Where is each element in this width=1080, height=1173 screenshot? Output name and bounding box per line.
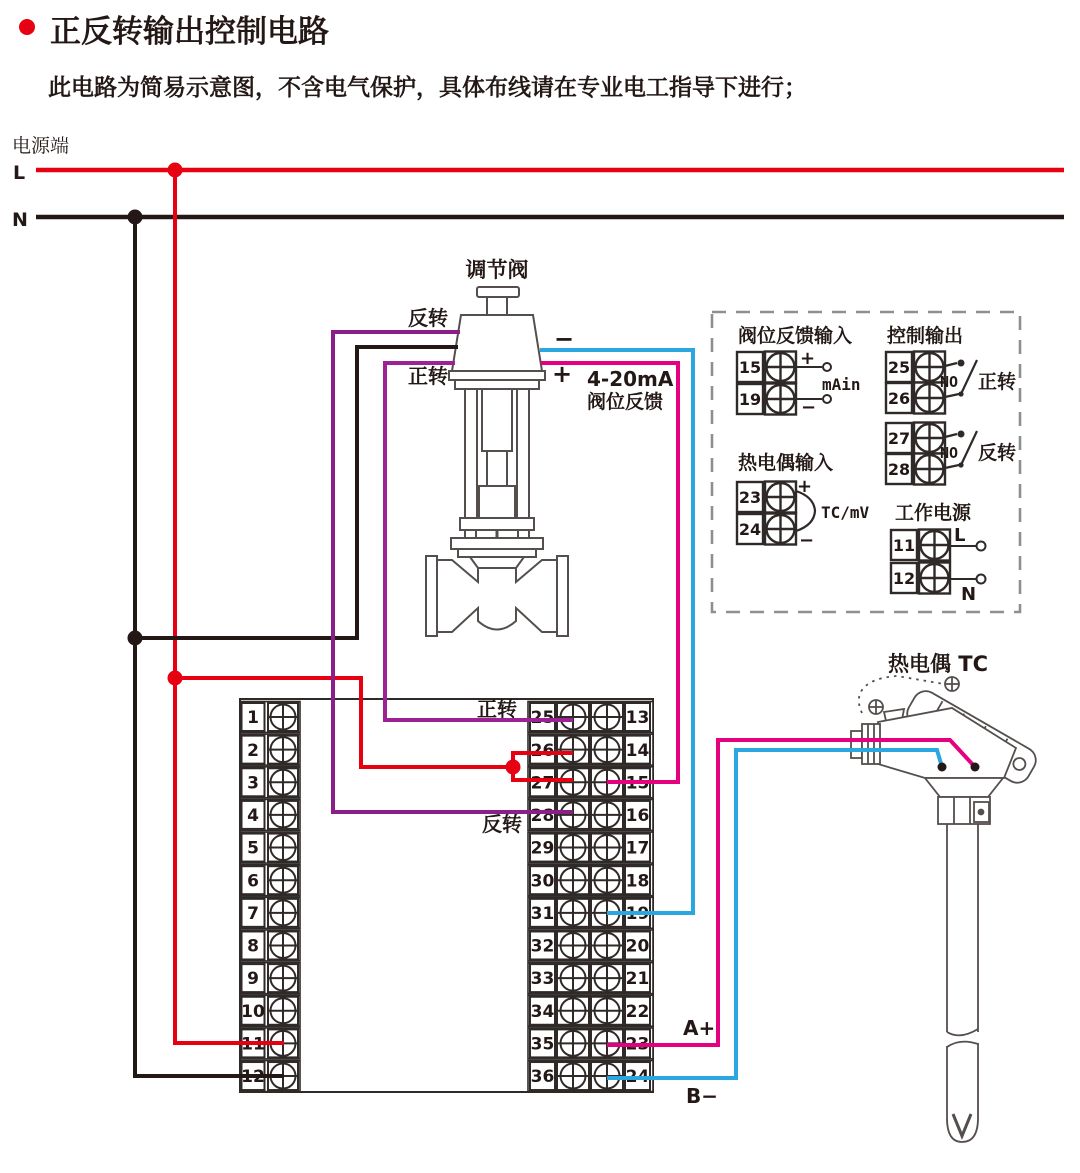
tc-input-title: 热电偶输入 xyxy=(738,452,834,474)
svg-text:26: 26 xyxy=(530,740,555,761)
svg-text:20: 20 xyxy=(625,936,650,957)
junction-live-top xyxy=(168,163,183,178)
mini-terminal-row xyxy=(891,563,950,594)
svg-text:15: 15 xyxy=(625,773,650,794)
power-terminal-label: 电源端 xyxy=(12,135,70,157)
svg-text:23: 23 xyxy=(738,487,762,507)
svg-text:5: 5 xyxy=(247,838,259,859)
svg-text:35: 35 xyxy=(530,1034,555,1055)
mini-terminal-row xyxy=(891,530,950,561)
terminal-row xyxy=(240,995,300,1026)
svg-text:14: 14 xyxy=(625,740,650,761)
no2-contact-label: NO xyxy=(940,444,959,462)
block-forward-label: 正转 xyxy=(477,697,517,721)
svg-text:6: 6 xyxy=(247,871,259,892)
svg-text:13: 13 xyxy=(625,708,650,729)
valve-feedback-range: 4-20mA xyxy=(587,367,674,391)
valve-feedback-input-title: 阀位反馈输入 xyxy=(738,325,853,347)
tc-terminal-minus-dot xyxy=(938,763,947,772)
tc-terminal-plus-dot xyxy=(971,763,980,772)
svg-text:30: 30 xyxy=(530,871,555,892)
svg-text:27: 27 xyxy=(530,773,555,794)
junction-live-branch xyxy=(168,671,183,686)
svg-text:21: 21 xyxy=(625,969,650,990)
terminal-row xyxy=(528,734,653,765)
terminal-row xyxy=(240,799,300,830)
svg-text:25: 25 xyxy=(887,357,911,377)
svg-text:31: 31 xyxy=(530,903,555,924)
svg-text:19: 19 xyxy=(625,903,650,924)
power-l-label: L xyxy=(954,525,966,546)
power-l-terminal-icon xyxy=(977,542,986,551)
main-plus: + xyxy=(800,348,816,369)
mini-terminal-row xyxy=(737,514,796,545)
terminal-row xyxy=(528,930,653,961)
mini-terminal-row xyxy=(886,383,945,414)
junction-neutral-top xyxy=(128,210,143,225)
no1-function-label: 正转 xyxy=(978,371,1017,393)
page-title: 正反转输出控制电路 xyxy=(50,14,329,50)
svg-text:28: 28 xyxy=(887,459,911,479)
svg-text:19: 19 xyxy=(738,389,762,409)
page-subtitle: 此电路为简易示意图，不含电气保护，具体布线请在专业电工指导下进行； xyxy=(48,75,807,101)
svg-text:10: 10 xyxy=(241,1001,265,1022)
svg-text:4: 4 xyxy=(247,806,259,827)
power-n-terminal-icon xyxy=(977,575,986,584)
svg-text:23: 23 xyxy=(625,1034,650,1055)
svg-text:34: 34 xyxy=(530,1001,555,1022)
terminal-row xyxy=(240,832,300,863)
line-n-label: N xyxy=(12,209,28,231)
tc-minus: − xyxy=(799,530,815,551)
svg-text:28: 28 xyxy=(530,806,555,827)
valve-minus-label: − xyxy=(554,325,575,353)
tc-plus: + xyxy=(797,476,813,497)
svg-text:9: 9 xyxy=(247,969,259,990)
valve-title: 调节阀 xyxy=(465,258,529,282)
svg-text:12: 12 xyxy=(892,568,916,588)
terminal-row xyxy=(528,865,653,896)
terminal-row xyxy=(240,897,300,928)
terminal-row xyxy=(240,865,300,896)
valve-reverse-label: 反转 xyxy=(408,306,448,330)
junction-live-relay xyxy=(506,760,521,775)
control-output-title: 控制输出 xyxy=(887,325,964,347)
mini-terminal-row xyxy=(886,423,945,454)
svg-text:25: 25 xyxy=(530,708,555,729)
terminal-row xyxy=(528,702,653,733)
svg-text:2: 2 xyxy=(247,740,259,761)
terminal-row xyxy=(240,767,300,798)
terminal-row xyxy=(240,702,300,733)
svg-text:27: 27 xyxy=(887,428,911,448)
mini-terminal-row xyxy=(737,352,796,383)
no2-fixed-contact-icon xyxy=(958,431,965,438)
terminal-row xyxy=(240,734,300,765)
mini-terminal-row xyxy=(737,482,796,513)
svg-text:29: 29 xyxy=(530,838,555,859)
valve-plus-label: + xyxy=(552,360,573,388)
terminal-row xyxy=(528,799,653,830)
junction-neutral-branch xyxy=(128,631,143,646)
terminal-row xyxy=(528,832,653,863)
svg-text:16: 16 xyxy=(625,806,650,827)
svg-text:11: 11 xyxy=(892,535,916,555)
svg-text:7: 7 xyxy=(247,903,259,924)
no1-fixed-contact-icon xyxy=(958,360,965,367)
b-minus-label: B− xyxy=(686,1084,719,1108)
no2-function-label: 反转 xyxy=(978,442,1017,464)
thermocouple-title: 热电偶 TC xyxy=(888,652,989,676)
mini-terminal-row xyxy=(886,454,945,485)
svg-text:18: 18 xyxy=(625,871,650,892)
svg-text:24: 24 xyxy=(738,519,762,539)
mAin-minus: − xyxy=(801,397,817,418)
svg-text:15: 15 xyxy=(738,357,762,377)
svg-text:11: 11 xyxy=(241,1034,265,1055)
terminal-row xyxy=(240,963,300,994)
svg-text:12: 12 xyxy=(241,1067,265,1088)
power-n-label: N xyxy=(961,584,977,605)
terminal-row xyxy=(528,963,653,994)
svg-text:33: 33 xyxy=(530,969,555,990)
tc-signal-label: TC/mV xyxy=(821,503,870,522)
mAin-minus-terminal-icon xyxy=(823,395,831,403)
terminal-row xyxy=(240,930,300,961)
mini-terminal-row xyxy=(886,352,945,383)
no1-contact-label: NO xyxy=(940,373,959,391)
line-l-label: L xyxy=(13,162,26,184)
mAin-plus-terminal-icon xyxy=(823,363,831,371)
svg-text:22: 22 xyxy=(625,1001,650,1022)
valve-feedback-text: 阀位反馈 xyxy=(587,391,664,413)
bullet-icon xyxy=(19,19,35,35)
mini-terminal-row xyxy=(737,384,796,415)
block-reverse-label: 反转 xyxy=(482,812,522,836)
svg-text:3: 3 xyxy=(247,773,259,794)
a-plus-label: A+ xyxy=(683,1016,716,1040)
terminal-row xyxy=(528,995,653,1026)
mAin-signal-label: mAin xyxy=(822,375,861,394)
svg-text:24: 24 xyxy=(625,1067,650,1088)
svg-text:26: 26 xyxy=(887,388,911,408)
working-power-title: 工作电源 xyxy=(895,502,972,524)
svg-text:8: 8 xyxy=(247,936,259,957)
svg-text:1: 1 xyxy=(247,708,259,729)
svg-text:32: 32 xyxy=(530,936,555,957)
svg-text:36: 36 xyxy=(530,1067,555,1088)
svg-text:17: 17 xyxy=(625,838,650,859)
valve-forward-label: 正转 xyxy=(408,364,448,388)
